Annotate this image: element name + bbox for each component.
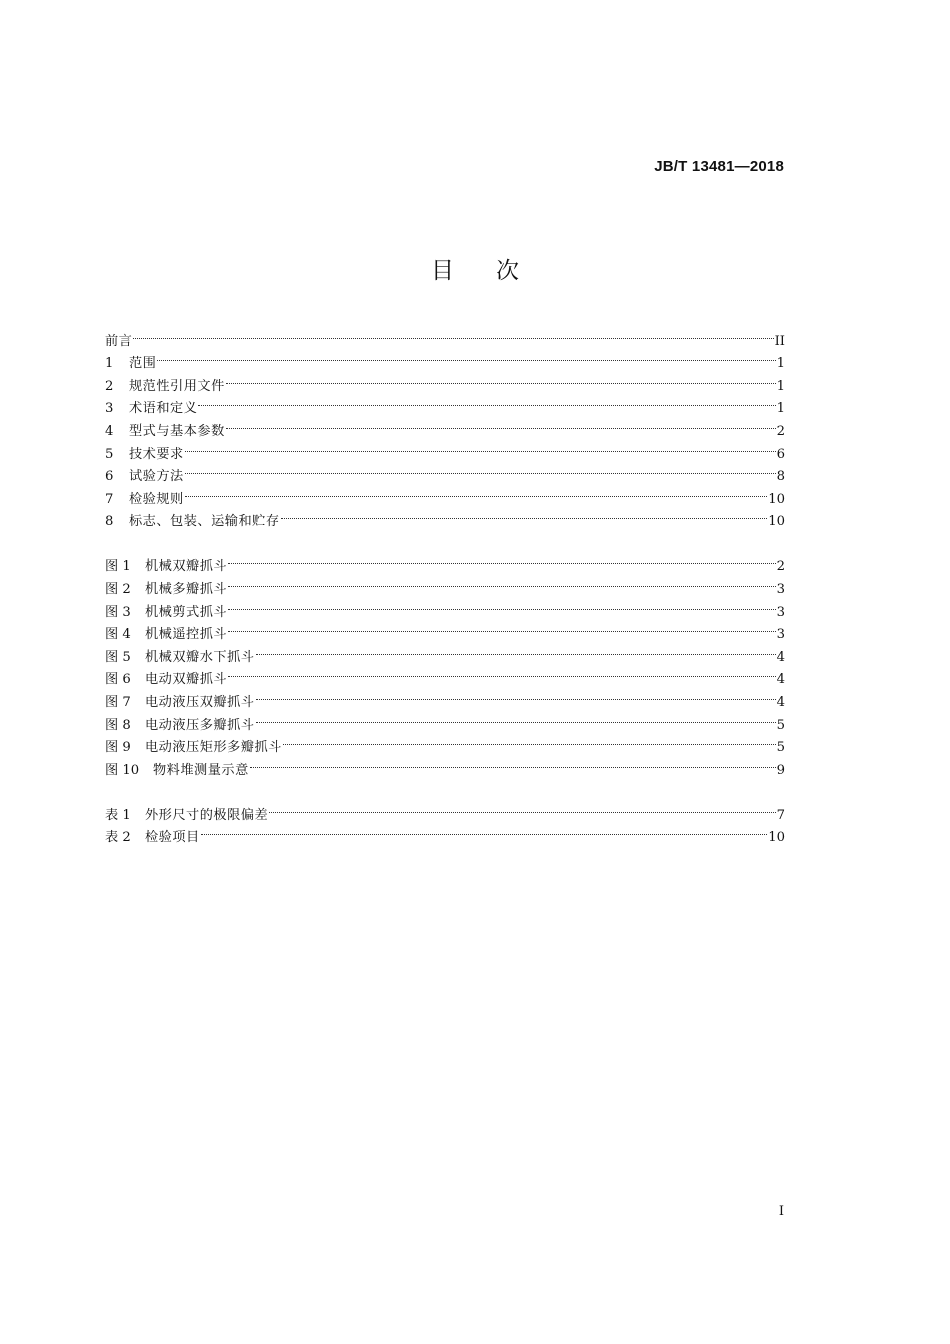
dot-leader <box>201 819 767 842</box>
toc-entry-chapter[interactable] <box>105 345 785 372</box>
dot-leader <box>281 503 768 526</box>
toc-entry-label: 机械遥控抓斗 <box>145 627 228 643</box>
toc-entry-number: 图 6 <box>105 672 131 688</box>
toc-entry-number: 图 9 <box>105 740 131 756</box>
toc-entry-number: 图 8 <box>105 717 131 733</box>
toc-entry-page: 5 <box>776 740 785 756</box>
dot-leader <box>250 751 776 774</box>
dot-leader <box>185 458 776 481</box>
toc-entry-page: 1 <box>776 356 785 372</box>
toc-entry-chapter[interactable] <box>105 480 785 507</box>
toc-entry-page: 4 <box>776 649 785 665</box>
toc-entry-table[interactable] <box>105 819 785 846</box>
toc-entry-page: 3 <box>776 627 785 643</box>
toc-entry-label: 技术要求 <box>129 446 184 462</box>
page-title: 目次 <box>431 258 561 284</box>
toc-entry-number: 图 1 <box>105 559 131 575</box>
toc-chapters <box>105 322 785 530</box>
toc-entry-page: 1 <box>776 378 785 394</box>
toc-entry-page: 9 <box>776 762 785 778</box>
toc-entry-page: 6 <box>776 446 785 462</box>
toc-entry-number: 图 3 <box>105 604 131 620</box>
toc-entry-label: 检验项目 <box>145 830 200 846</box>
toc-entry-chapter[interactable] <box>105 503 785 530</box>
toc-entry-number: 表 2 <box>105 830 131 846</box>
toc-entry-number: 6 <box>105 469 114 485</box>
toc-entry-label: 物料堆测量示意 <box>153 762 249 778</box>
toc-entry-label: 电动液压双瓣抓斗 <box>145 695 255 710</box>
toc-entry-number: 4 <box>105 423 114 439</box>
toc-entry-label: 前言 <box>105 333 133 349</box>
toc-entry-number: 3 <box>105 401 114 417</box>
page-number: I <box>778 1204 784 1219</box>
toc-entry-label: 外形尺寸的极限偏差 <box>145 807 269 823</box>
dot-leader <box>256 683 776 706</box>
toc-entry-number: 5 <box>105 446 114 462</box>
toc-entry-label: 型式与基本参数 <box>129 423 225 439</box>
toc-entry-page: 10 <box>768 514 785 530</box>
toc-entry-figure[interactable] <box>105 548 785 575</box>
dot-leader <box>228 616 775 639</box>
toc-entry-number: 图 7 <box>105 695 131 710</box>
toc-entry-chapter[interactable] <box>105 435 785 462</box>
toc-entry-label: 规范性引用文件 <box>129 378 225 394</box>
table-of-contents <box>105 322 785 846</box>
toc-entry-label: 术语和定义 <box>129 401 198 417</box>
dot-leader <box>185 480 767 503</box>
toc-entry-page: 7 <box>776 807 785 823</box>
toc-entry-label: 标志、包装、运输和贮存 <box>129 514 280 530</box>
dot-leader <box>228 593 775 616</box>
toc-entry-number: 2 <box>105 378 114 394</box>
toc-entry-label: 范围 <box>129 356 157 372</box>
toc-entry-number: 8 <box>105 514 114 530</box>
toc-entry-page: 2 <box>776 559 785 575</box>
toc-entry-page: 2 <box>776 423 785 439</box>
dot-leader <box>228 661 775 684</box>
toc-entry-page: 10 <box>768 491 785 507</box>
toc-entry-label: 机械双瓣抓斗 <box>145 559 228 575</box>
toc-entry-table[interactable] <box>105 796 785 823</box>
dot-leader <box>133 322 773 345</box>
toc-entry-label: 机械多瓣抓斗 <box>145 582 228 598</box>
toc-entry-number: 7 <box>105 491 114 507</box>
standard-number: JB/T 13481—2018 <box>654 158 784 175</box>
toc-entry-label: 机械双瓣水下抓斗 <box>145 649 255 665</box>
dot-leader <box>228 548 775 571</box>
toc-entry-number: 图 5 <box>105 649 131 665</box>
toc-entry-page: 4 <box>776 672 785 688</box>
dot-leader <box>228 570 775 593</box>
dot-leader <box>283 729 776 752</box>
toc-entry-chapter[interactable] <box>105 412 785 439</box>
toc-entry-label: 电动液压矩形多瓣抓斗 <box>145 740 282 756</box>
dot-leader <box>226 412 776 435</box>
toc-entry-page: 5 <box>776 717 785 733</box>
toc-entry-label: 试验方法 <box>129 469 184 485</box>
toc-entry-chapter[interactable] <box>105 390 785 417</box>
toc-entry-page: 1 <box>776 401 785 417</box>
toc-entry-chapter[interactable] <box>105 367 785 394</box>
toc-entry-page: 3 <box>776 582 785 598</box>
toc-entry-page: 10 <box>768 830 785 846</box>
toc-entry-label: 检验规则 <box>129 491 184 507</box>
toc-entry-label: 电动双瓣抓斗 <box>145 672 228 688</box>
dot-leader <box>157 345 775 368</box>
toc-entry-page: 4 <box>776 695 785 710</box>
toc-entry-number: 图 4 <box>105 627 131 643</box>
dot-leader <box>185 435 776 458</box>
toc-entry-page: 3 <box>776 604 785 620</box>
toc-tables <box>105 796 785 846</box>
toc-entry-label: 电动液压多瓣抓斗 <box>145 717 255 733</box>
toc-entry-number: 图 10 <box>105 762 140 778</box>
toc-entry-page: II <box>774 333 785 349</box>
dot-leader <box>226 367 776 390</box>
toc-entry-number: 表 1 <box>105 807 131 823</box>
toc-entry-page: 8 <box>776 469 785 485</box>
toc-entry-chapter[interactable] <box>105 458 785 485</box>
dot-leader <box>198 390 775 413</box>
toc-entry-number: 1 <box>105 356 114 372</box>
dot-leader <box>256 638 776 661</box>
toc-entry-number: 图 2 <box>105 582 131 598</box>
dot-leader <box>256 706 776 729</box>
toc-entry-label: 机械剪式抓斗 <box>145 604 228 620</box>
dot-leader <box>269 796 775 819</box>
toc-entry-foreword[interactable] <box>105 322 785 349</box>
toc-figures <box>105 548 785 778</box>
